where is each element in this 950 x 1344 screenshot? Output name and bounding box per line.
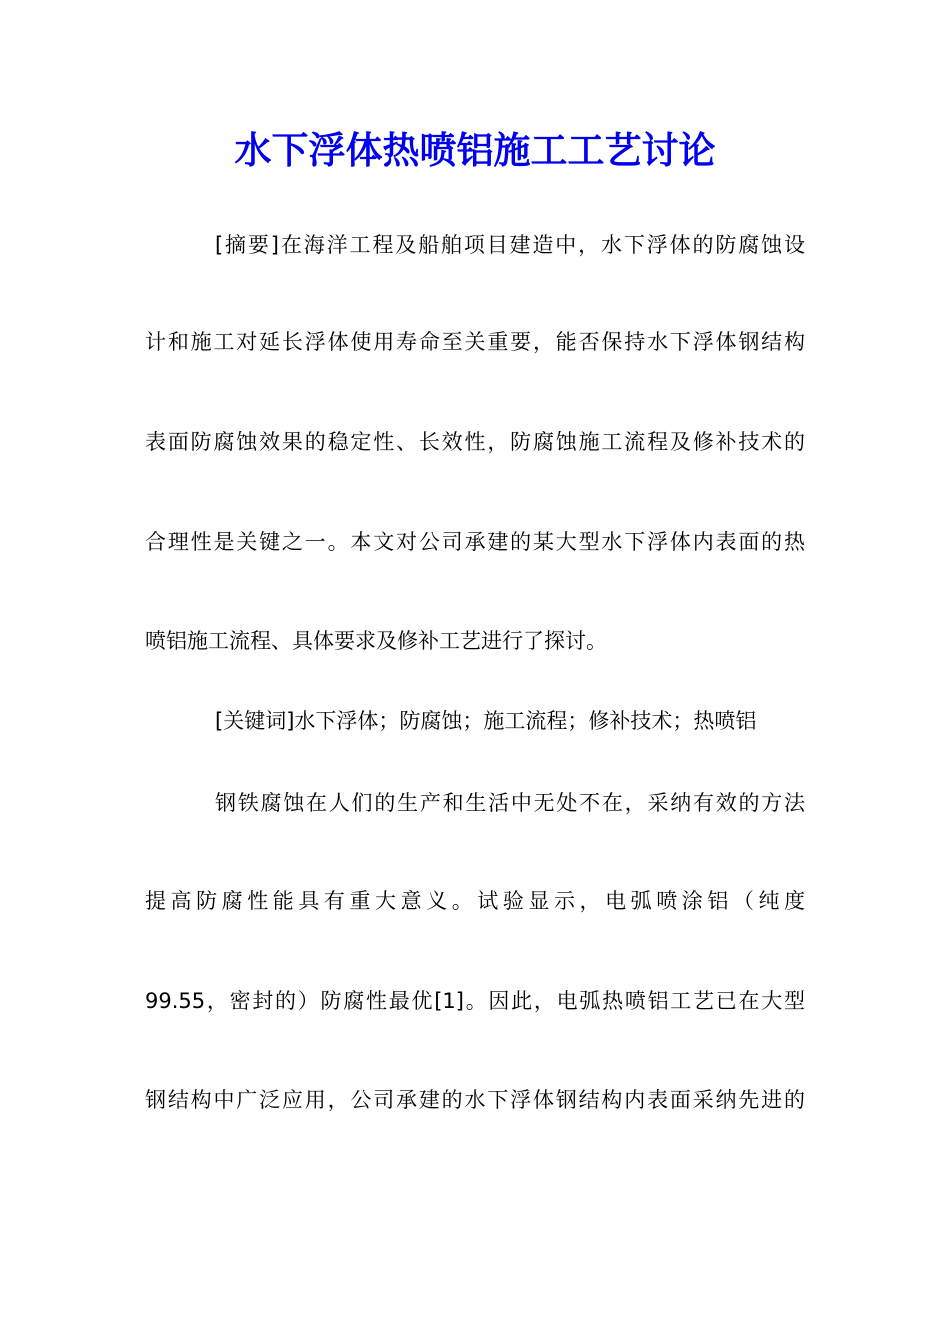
body-line: 提高防腐性能具有重大意义。试验显示，电弧喷涂铝（纯度 <box>145 889 805 913</box>
abstract-line: 合理性是关键之一。本文对公司承建的某大型水下浮体内表面的热 <box>145 530 805 554</box>
body-line: 钢铁腐蚀在人们的生产和生活中无处不在，采纳有效的方法 <box>215 791 805 815</box>
abstract-line: [摘要]在海洋工程及船舶项目建造中，水下浮体的防腐蚀设 <box>215 233 805 257</box>
body-line: 99.55，密封的）防腐性最优[1]。因此，电弧热喷铝工艺已在大型 <box>145 989 805 1013</box>
abstract-line: 表面防腐蚀效果的稳定性、长效性，防腐蚀施工流程及修补技术的 <box>145 430 805 454</box>
document-title: 水下浮体热喷铝施工工艺讨论 <box>234 128 716 172</box>
keywords-line: [关键词]水下浮体；防腐蚀；施工流程；修补技术；热喷铝 <box>215 709 757 733</box>
body-line: 钢结构中广泛应用，公司承建的水下浮体钢结构内表面采纳先进的 <box>145 1088 805 1112</box>
abstract-line: 计和施工对延长浮体使用寿命至关重要，能否保持水下浮体钢结构 <box>145 330 805 354</box>
abstract-line: 喷铝施工流程、具体要求及修补工艺进行了探讨。 <box>145 629 607 653</box>
